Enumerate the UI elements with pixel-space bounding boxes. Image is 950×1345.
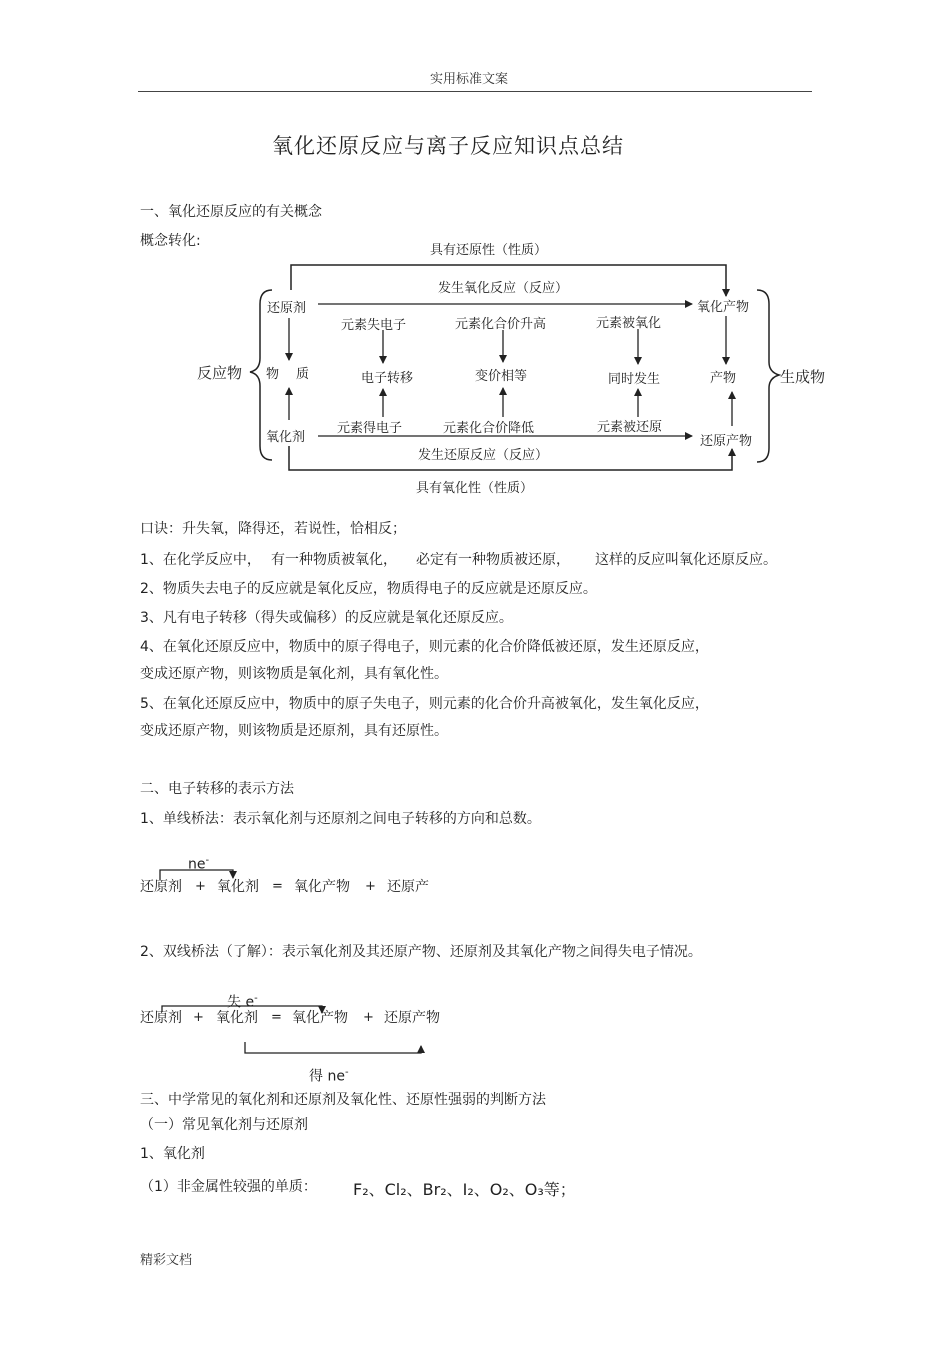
- diagram-valence-equal: 变价相等: [475, 369, 528, 384]
- diagram-reducer: 还原剂: [267, 301, 307, 316]
- page-title: 氧化还原反应与离子反应知识点总结: [272, 134, 624, 158]
- point-5a: 5、在氧化还原反应中，物质中的原子失电子，则元素的化合价升高被氧化，发生氧化反应，: [140, 696, 709, 712]
- diagram-simultaneous: 同时发生: [608, 372, 661, 387]
- diagram-top-property: 具有还原性（性质）: [430, 243, 548, 258]
- point-5b: 变成还原产物，则该物质是还原剂，具有还原性。: [140, 723, 448, 739]
- diagram-oxidation-product: 氧化产物: [697, 300, 750, 315]
- point-4b: 变成还原产物，则该物质是氧化剂，具有氧化性。: [140, 666, 448, 682]
- section3-heading: 三、中学常见的氧化剂和还原剂及氧化性、还原性强弱的判断方法: [140, 1092, 546, 1108]
- double-red-product: 还原产物: [384, 1010, 440, 1026]
- diagram-element-oxidized: 元素被氧化: [596, 316, 662, 331]
- diagram-element-reduced: 元素被还原: [597, 420, 663, 435]
- mnemonic: 口诀：升失氧，降得还，若说性，恰相反；: [140, 521, 406, 537]
- double-equals: =: [271, 1010, 282, 1025]
- diagram-reduction-product: 还原产物: [700, 434, 753, 449]
- diagram-valence-up: 元素化合价升高: [455, 317, 547, 332]
- point-4a: 4、在氧化还原反应中，物质中的原子得电子，则元素的化合价降低被还原，发生还原反应，: [140, 639, 709, 655]
- diagram-substance-a: 物: [266, 367, 280, 382]
- section3-line1-label: （1）非金属性较强的单质：: [140, 1179, 317, 1195]
- double-bridge-desc: 2、双线桥法（了解）：表示氧化剂及其还原产物、还原剂及其氧化产物之间得失电子情况。: [140, 944, 702, 960]
- single-red-product: 还原产: [387, 879, 429, 895]
- section2-heading: 二、电子转移的表示方法: [140, 781, 294, 797]
- single-oxidizer: 氧化剂: [217, 879, 259, 895]
- diagram-reactants: 反应物: [197, 364, 243, 382]
- single-ne-label: ne-: [188, 855, 210, 873]
- point-1c: 必定有一种物质被还原，: [416, 552, 570, 568]
- double-oxidizer: 氧化剂: [216, 1010, 258, 1026]
- single-ox-product: 氧化产物: [294, 879, 350, 895]
- single-plus-1: +: [195, 879, 206, 894]
- point-3: 3、凡有电子转移（得失或偏移）的反应就是氧化还原反应。: [140, 610, 513, 626]
- diagram-electron-transfer: 电子转移: [361, 371, 414, 386]
- diagram-lose-electrons: 元素失电子: [341, 318, 407, 333]
- single-plus-2: +: [365, 879, 376, 894]
- page-footer: 精彩文档: [140, 1253, 193, 1268]
- diagram-products: 生成物: [780, 368, 826, 386]
- double-plus-2: +: [363, 1010, 374, 1025]
- page-header: 实用标准文案: [430, 72, 509, 87]
- diagram-top-reaction: 发生氧化反应（反应）: [438, 281, 569, 296]
- double-lose-label: 失 e-: [227, 993, 258, 1011]
- point-2: 2、物质失去电子的反应就是氧化反应，物质得电子的反应就是还原反应。: [140, 581, 597, 597]
- concept-label: 概念转化:: [140, 233, 201, 249]
- point-1a: 1、在化学反应中，: [140, 552, 261, 568]
- point-1d: 这样的反应叫氧化还原反应。: [595, 552, 777, 568]
- diagram-gain-electrons: 元素得电子: [337, 421, 403, 436]
- point-1b: 有一种物质被氧化，: [271, 552, 397, 568]
- section3-line1-formula: F₂、Cl₂、Br₂、I₂、O₂、O₃等；: [353, 1180, 576, 1199]
- section3-item1: 1、氧化剂: [140, 1146, 205, 1162]
- single-equals: =: [272, 879, 283, 894]
- single-bridge-desc: 1、单线桥法：表示氧化剂与还原剂之间电子转移的方向和总数。: [140, 811, 541, 827]
- single-reducer: 还原剂: [140, 879, 182, 895]
- diagram-valence-down: 元素化合价降低: [443, 421, 535, 436]
- section3-sub1: （一）常见氧化剂与还原剂: [140, 1117, 308, 1133]
- section1-heading: 一、氧化还原反应的有关概念: [140, 204, 322, 220]
- double-ox-product: 氧化产物: [292, 1010, 348, 1026]
- diagram-oxidizer: 氧化剂: [266, 430, 306, 445]
- diagram-product: 产物: [710, 371, 737, 386]
- diagram-bottom-property: 具有氧化性（性质）: [416, 481, 534, 496]
- double-reducer: 还原剂: [140, 1010, 182, 1026]
- diagram-bottom-reaction: 发生还原反应（反应）: [418, 448, 549, 463]
- double-gain-label: 得 ne-: [309, 1067, 349, 1085]
- diagram-substance-b: 质: [296, 367, 310, 382]
- double-plus-1: +: [193, 1010, 204, 1025]
